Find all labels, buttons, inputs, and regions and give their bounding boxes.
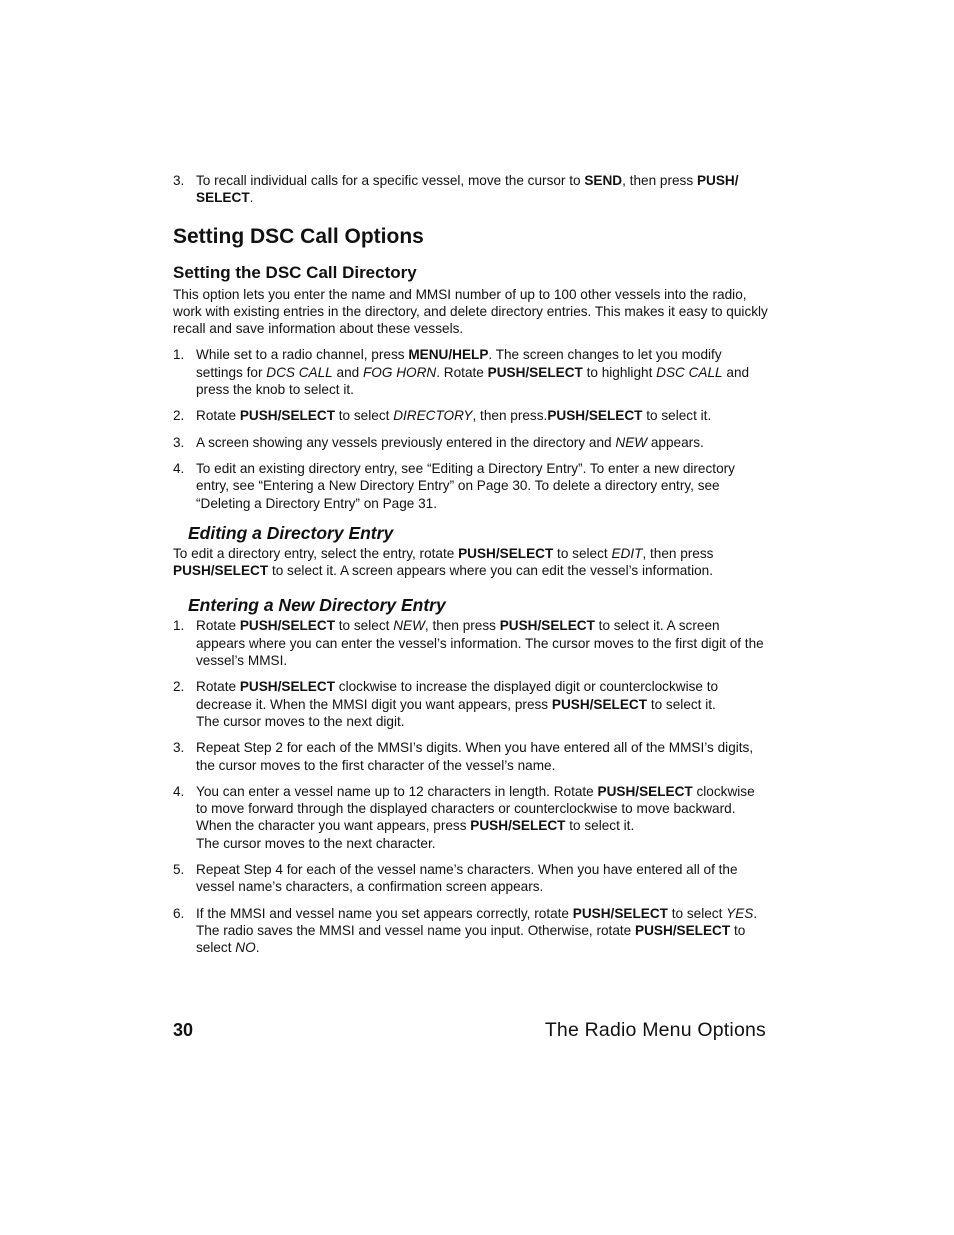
page-number: 30 (173, 1020, 194, 1040)
list-item: 4. To edit an existing directory entry, see “Editing a Directory Entry”. To enter a new directory entry, see “Entering a New Directory Entry” on Page 30. To delete a directory entry, see “Deleting a Directory Entry” on Page 31. (173, 460, 735, 511)
editing-text: To edit a directory entry, select the entry, rotate PUSH/SELECT to select EDIT, then press PUSH/SELECT to select it. A screen appears where you can edit the vessel’s information. (173, 545, 714, 579)
list-item: 1. Rotate PUSH/SELECT to select NEW, then press PUSH/SELECT to select it. A screen appears where you can enter the vessel’s information. The cursor moves to the first digit of the vessel’s MMSI. (173, 618, 764, 669)
list-item: 3. To recall individual calls for a specific vessel, move the cursor to SEND, then press PUSH/ SELECT. (173, 173, 739, 206)
section-heading: Setting the DSC Call Directory (173, 262, 417, 282)
list-item: 2. Rotate PUSH/SELECT to select DIRECTORY, then press.PUSH/SELECT to select it. (173, 408, 712, 424)
list-item: 4. You can enter a vessel name up to 12 characters in length. Rotate PUSH/SELECT clockwise to move forward through the displayed characters or counterclockwise to move backward. When the character you want appears, press PUSH/SELECT to select it. The cursor moves to the next character. (173, 783, 755, 851)
list-item: 6. If the MMSI and vessel name you set appears correctly, rotate PUSH/SELECT to select YES. The radio saves the MMSI and vessel name you input. Otherwise, rotate PUSH/SELECT to select NO. (173, 905, 758, 956)
list-item: 5. Repeat Step 4 for each of the vessel name’s characters. When you have entered all of the vessel name’s characters, a confirmation screen appears. (173, 862, 738, 895)
list-item: 1. While set to a radio channel, press MENU/HELP. The screen changes to let you modify settings for DCS CALL and FOG HORN. Rotate PUSH/SELECT to highlight DSC CALL and press the knob to select it. (173, 347, 750, 398)
list-item: 2. Rotate PUSH/SELECT clockwise to increase the displayed digit or counterclockwise to decrease it. When the MMSI digit you want appears, press PUSH/SELECT to select it. The cursor moves to the next digit. (173, 679, 719, 729)
page-title: Setting DSC Call Options (173, 224, 424, 248)
subsection-heading: Entering a New Directory Entry (188, 595, 446, 616)
list-item: 3. Repeat Step 2 for each of the MMSI’s digits. When you have entered all of the MMSI’s digits, the cursor moves to the first character of the vessel’s name. (173, 740, 754, 773)
subsection-heading: Editing a Directory Entry (188, 522, 394, 543)
list-item: 3. A screen showing any vessels previously entered in the directory and NEW appears. (173, 434, 704, 450)
footer-section-title: The Radio Menu Options (544, 1019, 766, 1041)
section-intro: This option lets you enter the name and MMSI number of up to 100 other vessels into the radio, work with existing entries in the directory, and delete directory entries. This makes it easy to quickly recall and save information about these vessels. (173, 286, 768, 337)
page-content (173, 172, 768, 957)
list-number: 3. (173, 173, 185, 188)
